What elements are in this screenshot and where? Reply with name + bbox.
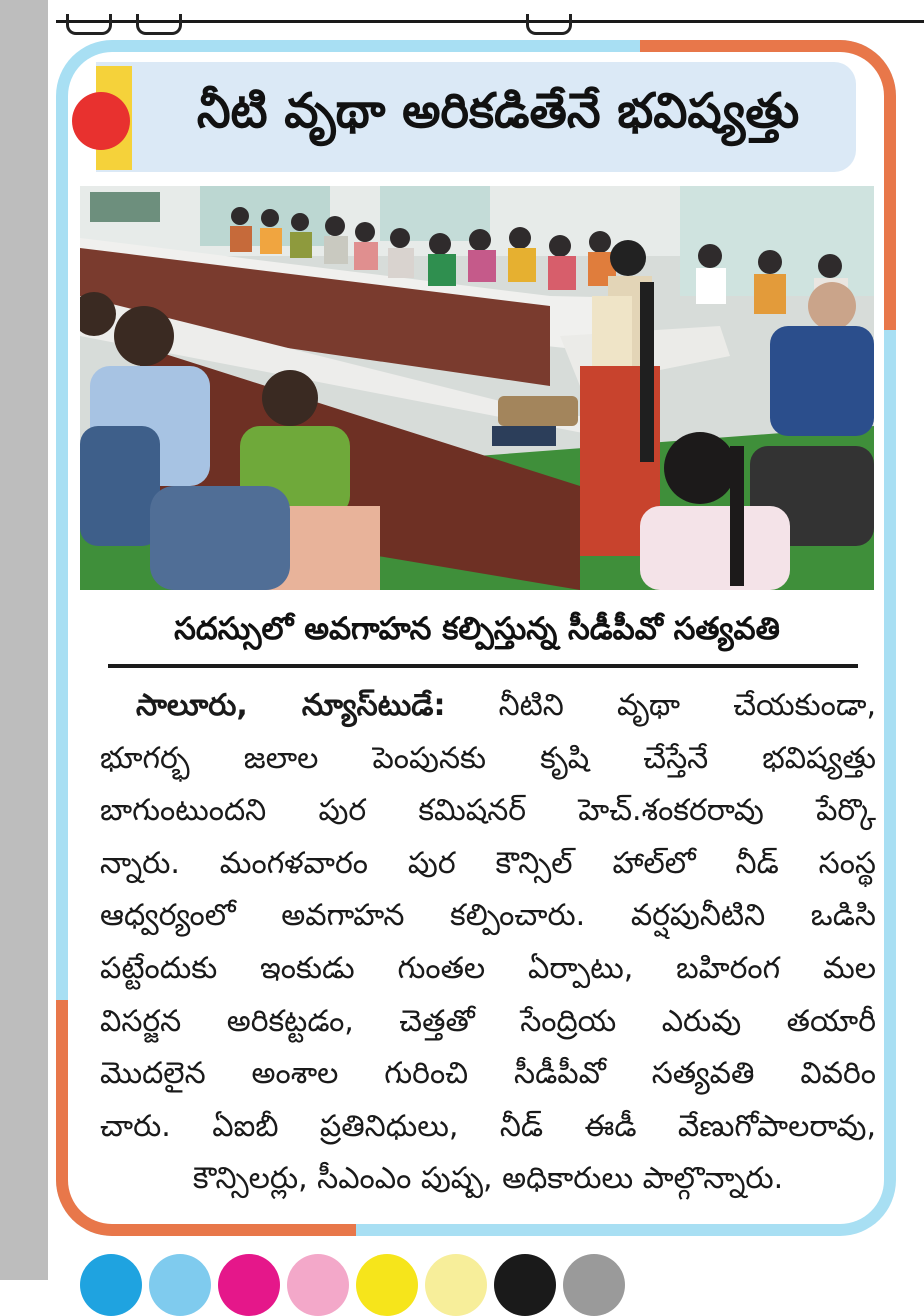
article-line: కౌన్సిలర్లు, సీఎంఎం పుష్ప, అధికారులు పాల్గొన్నారు. xyxy=(192,1161,784,1197)
article-line: మొదలైన అంశాల గురించి సీడీపీవో సత్యవతి వివరిం xyxy=(100,1056,876,1092)
article-photo xyxy=(80,186,874,590)
article-line: ఆధ్వర్యంలో అవగాహన కల్పించారు. వర్షపునీటిని ఒడిసి xyxy=(100,898,876,934)
dateline: సాలూరు, న్యూస్‌టుడే: xyxy=(136,688,446,723)
registration-dot xyxy=(356,1254,418,1316)
article-line: బాగుంటుందని పుర కమిషనర్ హెచ్.శంకరరావు పేర్కొ xyxy=(100,793,876,829)
photo-caption: సదస్సులో అవగాహన కల్పిస్తున్న సీడీపీవో సత్యవతి xyxy=(174,610,780,647)
article-line: చారు. ఏఐబీ ప్రతినిధులు, నీడ్ ఈడీ వేణుగోపాలరావు, xyxy=(100,1108,876,1144)
registration-dot xyxy=(149,1254,211,1316)
article-line: భూగర్భ జలాల పెంపునకు కృషి చేస్తేనే భవిష్యత్తు xyxy=(100,740,876,776)
meeting-hall-photo xyxy=(80,186,874,590)
red-bullet-icon xyxy=(72,92,130,150)
article-line: పట్టేందుకు ఇంకుడు గుంతల ఏర్పాటు, బహిరంగ మల xyxy=(100,950,876,986)
registration-marks xyxy=(60,1254,920,1280)
article-line: విసర్జన అరికట్టడం, చెత్తతో సేంద్రియ ఎరువు తయారీ xyxy=(100,1003,876,1039)
registration-dot xyxy=(218,1254,280,1316)
cropped-glyph xyxy=(136,14,182,35)
registration-dot xyxy=(80,1254,142,1316)
top-rule xyxy=(56,20,924,23)
registration-dot xyxy=(563,1254,625,1316)
headline: నీటి వృథా అరికడితేనే భవిష్యత్తు xyxy=(196,83,800,139)
frame-accent-right xyxy=(882,230,896,330)
scan-edge-strip xyxy=(0,0,48,1280)
cropped-glyph xyxy=(66,14,112,35)
article-body xyxy=(100,680,876,1206)
cropped-glyph xyxy=(526,14,572,35)
registration-dot xyxy=(494,1254,556,1316)
caption-divider xyxy=(108,664,858,668)
registration-dot xyxy=(287,1254,349,1316)
article-line: సాలూరు, న్యూస్‌టుడే: నీటిని వృథా చేయకుండా, xyxy=(136,688,876,723)
article-line: న్నారు. మంగళవారం పుర కౌన్సిల్ హాల్‌లో నీడ్ సంస్థ xyxy=(100,845,876,881)
registration-dot xyxy=(425,1254,487,1316)
